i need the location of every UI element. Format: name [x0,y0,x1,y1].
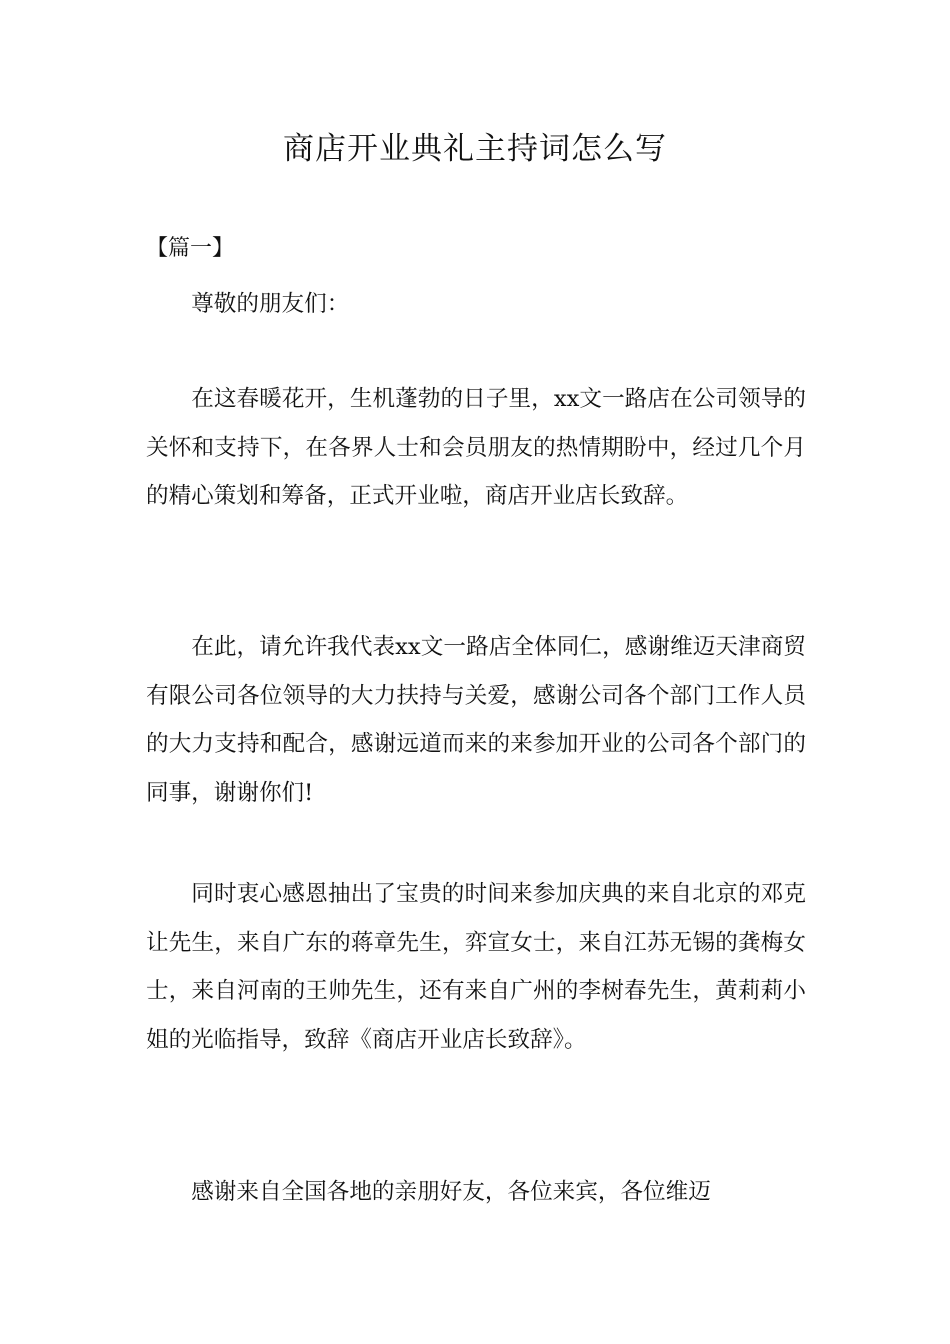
paragraph-1: 在这春暖花开，生机蓬勃的日子里，xx文一路店在公司领导的关怀和支持下，在各界人士和会员朋友的热情期盼中，经过几个月的精心策划和筹备，正式开业啦，商店开业店长致辞。 [146,386,806,509]
paragraph-3: 同时衷心感恩抽出了宝贵的时间来参加庆典的来自北京的邓克让先生，来自广东的蒋章先生，弈宣女士，来自江苏无锡的龚梅女士，来自河南的王帅先生，还有来自广州的李树春先生，黄莉莉小姐的光临指导，致辞《商店开业店长致辞》。 [146,881,806,1053]
paragraph-2: 在此，请允许我代表xx文一路店全体同仁，感谢维迈天津商贸有限公司各位领导的大力扶持与关爱，感谢公司各个部门工作人员的大力支持和配合，感谢远道而来的来参加开业的公司各个部门的同事，谢谢你们! [146,634,806,806]
section-label: 【篇一】 [146,236,235,261]
paragraph-4: 感谢来自全国各地的亲朋好友，各位来宾，各位维迈 [191,1179,711,1205]
greeting-line: 尊敬的朋友们： [191,291,350,317]
document-title: 商店开业典礼主持词怎么写 [283,131,667,167]
